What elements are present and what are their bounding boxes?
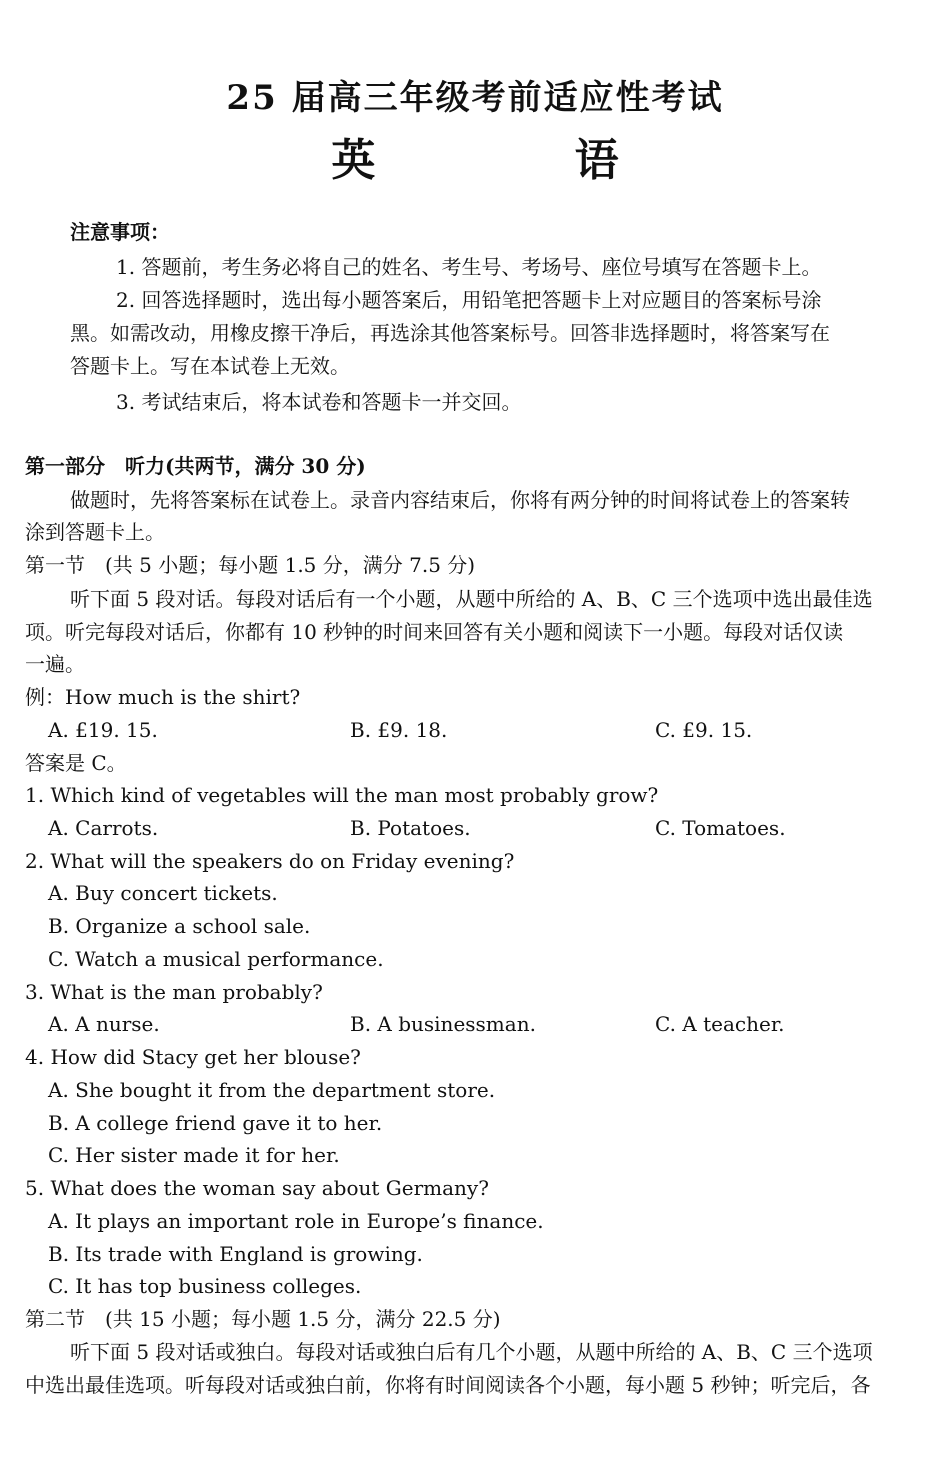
q5-option-b: B. Its trade with England is growing. [48,1242,423,1266]
q3-option-b: B. A businessman. [350,1012,536,1036]
section2-intro-line-2: 中选出最佳选项。听每段对话或独白前，你将有时间阅读各个小题，每小题 5 秒钟；听完后，各 [25,1373,871,1397]
section1-heading: 第一节 (共 5 小题；每小题 1.5 分，满分 7.5 分) [25,553,476,577]
section2-intro-line-1: 听下面 5 段对话或独白。每段对话或独白后有几个小题，从题中所给的 A、B、C 三个选项 [70,1340,873,1364]
question-2: 2. What will the speakers do on Friday evening? [25,849,515,873]
q1-option-b: B. Potatoes. [350,816,471,840]
example-question: 例：How much is the shirt? [25,685,301,709]
q2-option-b: B. Organize a school sale. [48,914,311,938]
q2-option-c: C. Watch a musical performance. [48,947,384,971]
section2-heading: 第二节 (共 15 小题；每小题 1.5 分，满分 22.5 分) [25,1307,501,1331]
part1-intro-line-1: 做题时，先将答案标在试卷上。录音内容结束后，你将有两分钟的时间将试卷上的答案转 [70,488,850,512]
question-4: 4. How did Stacy get her blouse? [25,1045,361,1069]
notice-heading: 注意事项： [70,220,170,244]
q5-option-c: C. It has top business colleges. [48,1274,362,1298]
q4-option-b: B. A college friend gave it to her. [48,1111,383,1135]
section1-intro-line-3: 一遍。 [25,652,85,676]
q4-option-a: A. She bought it from the department store. [48,1078,496,1102]
example-option-c: C. £9. 15. [655,718,753,742]
notice-item-3: 3. 考试结束后，将本试卷和答题卡一并交回。 [116,390,522,414]
notice-item-2-line-1: 2. 回答选择题时，选出每小题答案后，用铅笔把答题卡上对应题目的答案标号涂 [116,288,822,312]
subject-title: 英 语 [331,135,711,186]
notice-item-1: 1. 答题前，考生务必将自己的姓名、考生号、考场号、座位号填写在答题卡上。 [116,255,822,279]
question-1: 1. Which kind of vegetables will the man most probably grow? [25,783,659,807]
q3-option-c: C. A teacher. [655,1012,785,1036]
q3-option-a: A. A nurse. [48,1012,160,1036]
part1-heading: 第一部分 听力(共两节，满分 30 分) [25,454,366,478]
example-option-a: A. £19. 15. [48,718,158,742]
example-option-b: B. £9. 18. [350,718,448,742]
section1-intro-line-1: 听下面 5 段对话。每段对话后有一个小题，从题中所给的 A、B、C 三个选项中选出最佳选 [70,587,873,611]
q1-option-c: C. Tomatoes. [655,816,786,840]
notice-item-2-line-2: 黑。如需改动，用橡皮擦干净后，再选涂其他答案标号。回答非选择题时，将答案写在 [70,321,830,345]
q2-option-a: A. Buy concert tickets. [48,881,278,905]
section1-intro-line-2: 项。听完每段对话后，你都有 10 秒钟的时间来回答有关小题和阅读下一小题。每段对话仅读 [25,620,844,644]
q5-option-a: A. It plays an important role in Europe’s finance. [48,1209,544,1233]
q4-option-c: C. Her sister made it for her. [48,1143,340,1167]
exam-title: 25 届高三年级考前适应性考试 [226,78,724,118]
part1-intro-line-2: 涂到答题卡上。 [25,520,165,544]
example-answer: 答案是 C。 [25,751,127,775]
notice-item-2-line-3: 答题卡上。写在本试卷上无效。 [70,354,350,378]
q1-option-a: A. Carrots. [48,816,159,840]
question-3: 3. What is the man probably? [25,980,323,1004]
question-5: 5. What does the woman say about Germany? [25,1176,489,1200]
